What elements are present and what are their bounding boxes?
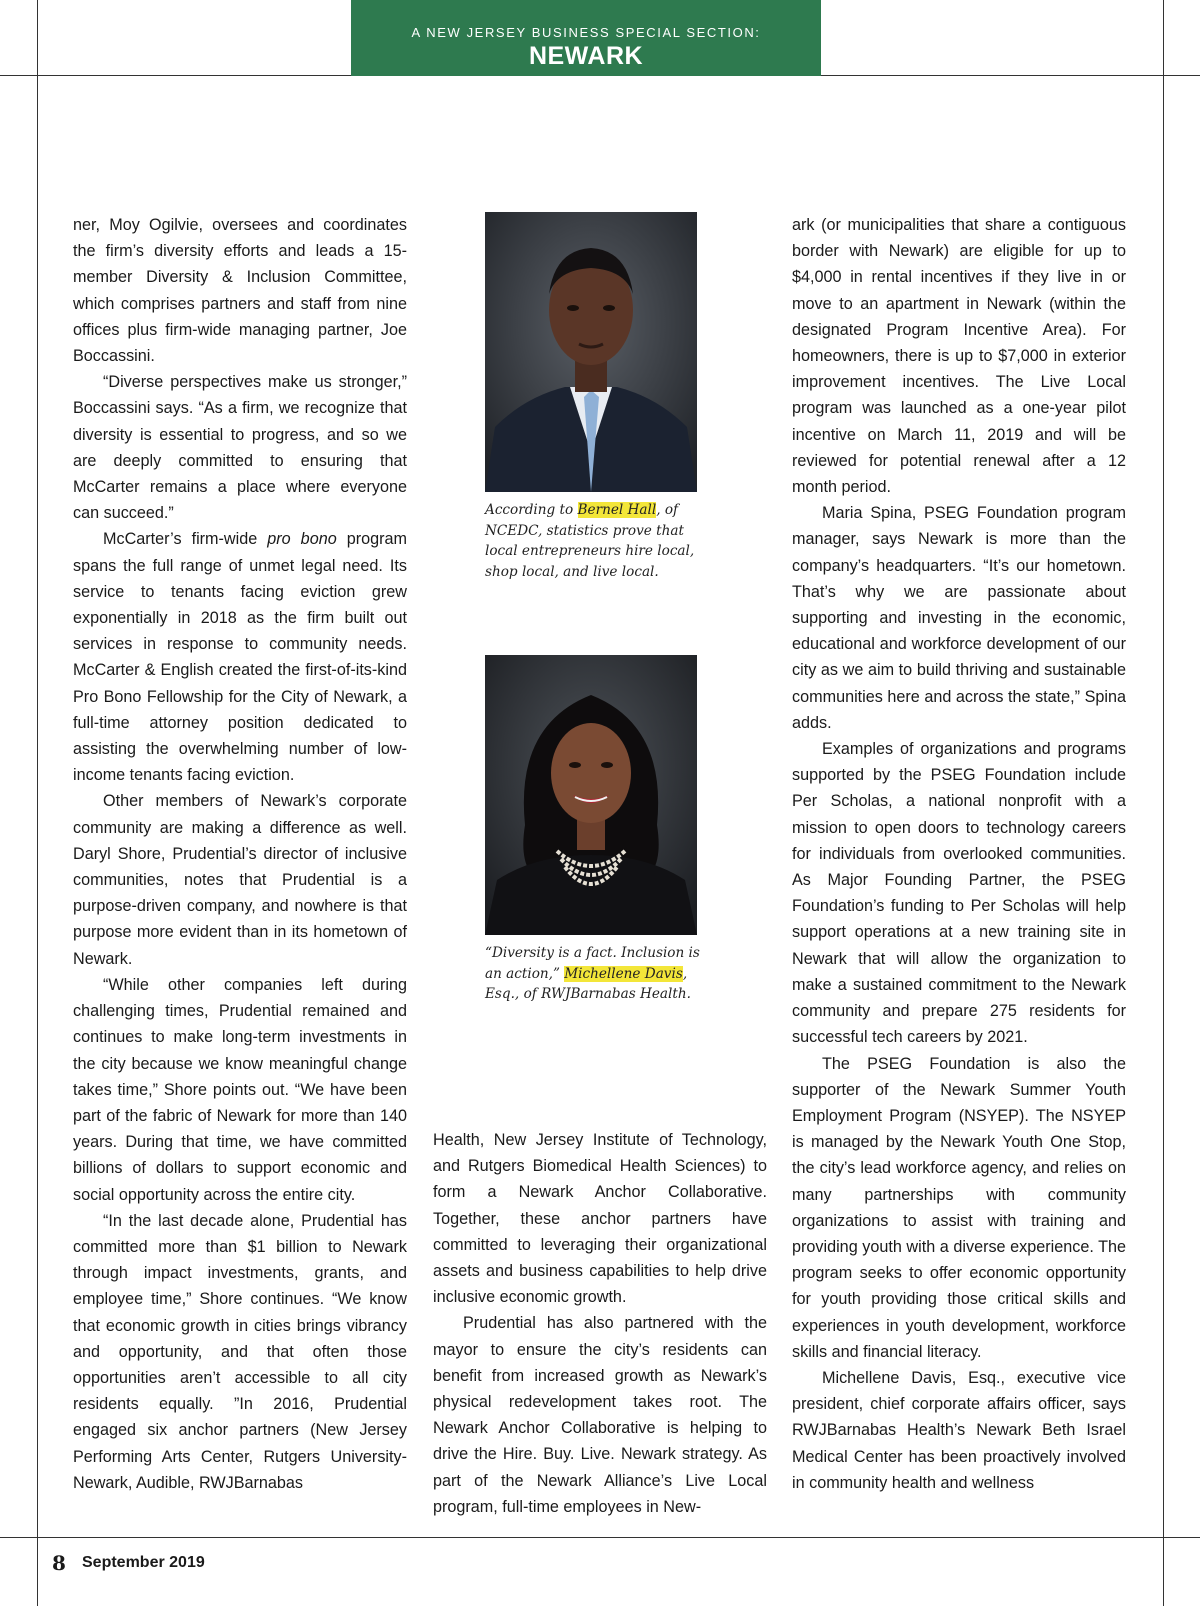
pro-bono-italic: pro bono bbox=[267, 530, 337, 549]
article-column-1 bbox=[73, 212, 407, 1496]
section-kicker: A NEW JERSEY BUSINESS SPECIAL SECTION: bbox=[411, 25, 761, 40]
paragraph: Prudential has also partnered with the mayor to ensure the city’s residents can benefit from increased growth as Newark’s physical redevelopment takes root. The Newark Anchor Collaborative is helping to drive the Hire. Buy. Live. Newark strategy. As part of the Newark Alliance’s Live Local program, full-time employees in New- bbox=[433, 1314, 767, 1516]
issue-date: September 2019 bbox=[82, 1554, 205, 1571]
article-column-2 bbox=[433, 1127, 767, 1520]
paragraph: Maria Spina, PSEG Foundation program manager, says Newark is more than the company’s headquarters. “It’s our hometown. That’s why we are passionate about supporting and investing in the economic, educational and workforce development of our city as we aim to build thriving and sustainable communities here and across the state,” Spina adds. bbox=[792, 504, 1126, 732]
paragraph: “While other companies left during challenging times, Prudential remained and continues to make long-term investments in the city because we know meaningful change takes time,” Shore points out. “We have been part of the fabric of Newark for more than 140 years. During that time, we have committed billions of dollars to support economic and social opportunity across the entire city. bbox=[73, 975, 407, 1204]
paragraph: Health, New Jersey Institute of Technology, and Rutgers Biomedical Health Sciences) to form a Newark Anchor Collaborative. Together, these anchor partners have committed to leveraging their organizational assets and business capabilities to help drive inclusive economic growth. bbox=[433, 1131, 767, 1307]
paragraph: “In the last decade alone, Prudential has committed more than $1 billion to Newark through impact investments, grants, and employee time,” Shore continues. “We know that economic growth in cities brings vibrancy and opportunity, and that often those opportunities aren’t accessible to all city residents equally. ”In 2016, Prudential engaged six anchor partners (New Jersey Performing Arts Center, Rutgers University-Newark, Audible, RWJBarnabas bbox=[73, 1211, 407, 1492]
section-title: NEWARK bbox=[528, 42, 644, 70]
photo-caption-1: According to Bernel Hall, of NCEDC, statistics prove that local entrepreneurs hire local, shop local, and live local. bbox=[485, 502, 695, 580]
portrait-man-illustration bbox=[485, 212, 697, 492]
paragraph: Examples of organizations and programs supported by the PSEG Foundation include Per Scholas, a national nonprofit with a mission to open doors to technology careers for individuals from overlooked communities. As Major Founding Partner, the PSEG Foundation’s funding to Per Scholas will help support operations at a new training site in Newark that will allow the organization to make a sustained commitment to the Newark community and prepare 275 residents for successful tech careers by 2021. bbox=[792, 740, 1126, 1047]
right-margin-rule bbox=[1163, 0, 1164, 1606]
paragraph: ark (or municipalities that share a contiguous border with Newark) are eligible for up to $4,000 in rental incentives if they live in or move to an apartment in Newark (within the designated Program Incentive Area). For homeowners, there is up to $7,000 in exterior improvement incentives. The Live Local program was launched as a one-year pilot incentive on March 11, 2019 and will be reviewed for potential renewal after a 12 month period. bbox=[792, 216, 1126, 497]
highlighted-name: Bernel Hall bbox=[577, 502, 657, 518]
photo-caption-2: “Diversity is a fact. Inclusion is an action,” Michellene Davis, Esq., of RWJBarnabas Health. bbox=[485, 945, 700, 1002]
paragraph-pro-bono: McCarter’s firm-wide pro bono program spans the full range of unmet legal need. Its service to tenants facing eviction grew exponentially in 2018 as the firm built out services in response to community needs. McCarter & English created the first-of-its-kind Pro Bono Fellowship for the City of Newark, a full-time attorney position dedicated to assisting the overwhelming number of low-income tenants facing eviction. bbox=[73, 530, 408, 785]
paragraph: Other members of Newark’s corporate community are making a difference as well. Daryl Shore, Prudential’s director of inclusive communities, notes that Prudential is a purpose-driven company, and nowhere is that purpose more evident than in its hometown of Newark. bbox=[73, 792, 407, 968]
left-margin-rule bbox=[37, 0, 38, 1606]
page-number: 8 bbox=[52, 1551, 66, 1575]
section-banner bbox=[351, 0, 821, 76]
paragraph: Michellene Davis, Esq., executive vice president, chief corporate affairs officer, says RWJBarnabas Health’s Newark Beth Israel Medical Center has been proactively involved in community health and wellness bbox=[792, 1368, 1126, 1492]
paragraph: ner, Moy Ogilvie, oversees and coordinates the firm’s diversity efforts and leads a 15-member Diversity & Inclusion Committee, which comprises partners and staff from nine offices plus firm-wide managing partner, Joe Boccassini. bbox=[73, 216, 407, 366]
paragraph: The PSEG Foundation is also the supporter of the Newark Summer Youth Employment Program (NSYEP). The NSYEP is managed by the Newark Youth One Stop, the city’s lead workforce agency, and relies on many partnerships with community organizations to assist with training and providing youth with a diverse experience. The program seeks to offer economic opportunity for youth providing those critical skills and experiences in youth development, workforce skills and financial literacy. bbox=[792, 1054, 1126, 1361]
highlighted-name: Michellene Davis bbox=[564, 965, 683, 982]
paragraph: “Diverse perspectives make us stronger,” Boccassini says. “As a firm, we recognize that diversity is essential to progress, and so we are deeply committed to ensuring that McCarter remains a place where everyone can succeed.” bbox=[73, 373, 407, 523]
article-column-3 bbox=[792, 212, 1126, 1496]
footer-rule bbox=[0, 1537, 1200, 1538]
portrait-woman-illustration bbox=[485, 655, 697, 935]
portrait-photo-man bbox=[485, 212, 697, 492]
portrait-photo-woman bbox=[485, 655, 697, 935]
